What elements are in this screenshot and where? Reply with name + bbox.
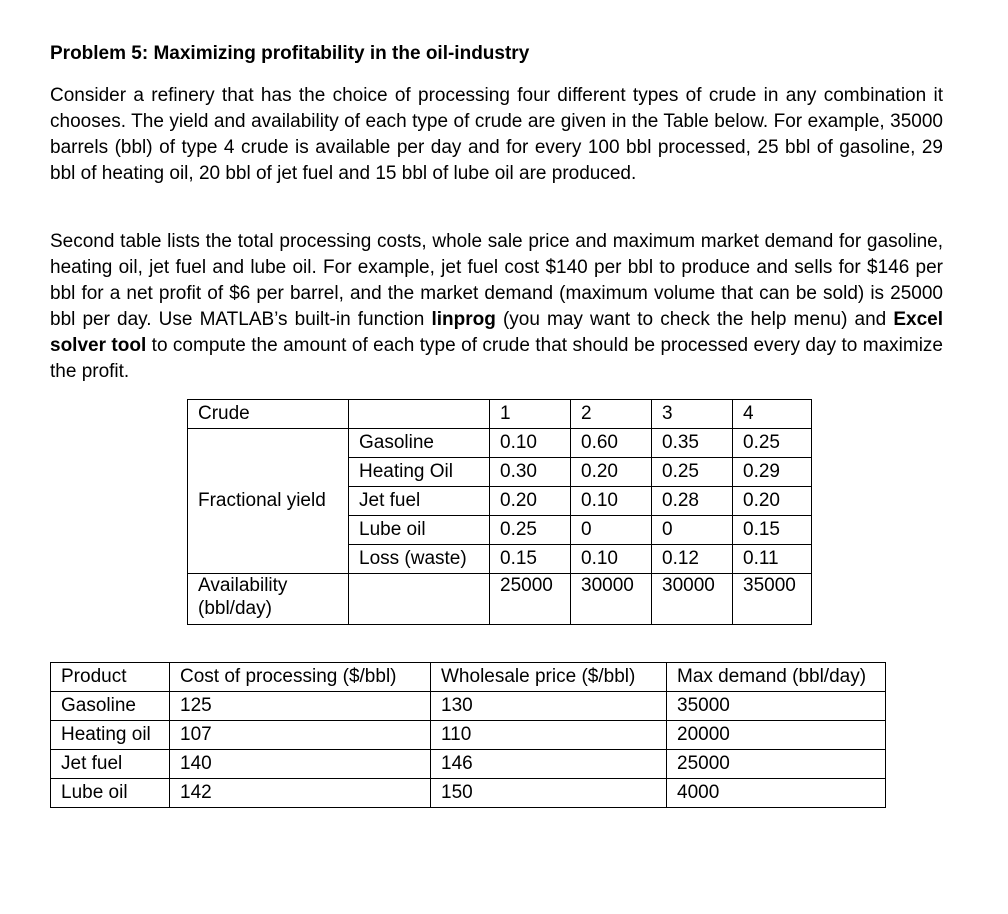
yield-cell: 0.20 <box>490 487 571 516</box>
table-row <box>51 692 886 721</box>
yield-cell: 0.10 <box>571 487 652 516</box>
yield-cell: 0 <box>571 516 652 545</box>
paragraph-intro: Consider a refinery that has the choice of processing four different types of crude in any combination it chooses. The yield and availability of each type of crude are given in the Table below. For example, 35000 barrels (bbl) of type 4 crude is available per day and for every 100 bbl processed, 25 bbl of gasoline, 29 bbl of heating oil, 20 bbl of jet fuel and 15 bbl of lube oil are produced. <box>50 85 943 184</box>
availability-label-line1: Availability <box>198 575 288 596</box>
product-economics-table <box>50 662 886 808</box>
product-name-cell: Gasoline <box>349 429 490 458</box>
price-cell: 130 <box>431 692 667 721</box>
paragraph-instructions-text-2: (you may want to check the help menu) and <box>495 309 894 330</box>
empty-cell <box>349 574 490 625</box>
yield-cell: 0.15 <box>733 516 812 545</box>
demand-cell: 35000 <box>667 692 886 721</box>
demand-cell: 4000 <box>667 779 886 808</box>
cost-cell: 107 <box>170 721 431 750</box>
problem-title: Problem 5: Maximizing profitability in the oil-industry <box>50 43 530 64</box>
table-row <box>51 750 886 779</box>
table-row <box>188 400 812 429</box>
product-name-cell: Loss (waste) <box>349 545 490 574</box>
yield-cell: 0.10 <box>490 429 571 458</box>
cost-cell: 140 <box>170 750 431 779</box>
yield-cell: 0.25 <box>652 458 733 487</box>
product-cell: Jet fuel <box>51 750 170 779</box>
yield-cell: 0.29 <box>733 458 812 487</box>
crude-type-cell: 4 <box>733 400 812 429</box>
yield-cell: 0.10 <box>571 545 652 574</box>
demand-cell: 20000 <box>667 721 886 750</box>
product-cell: Heating oil <box>51 721 170 750</box>
yield-cell: 0.11 <box>733 545 812 574</box>
cost-cell: 125 <box>170 692 431 721</box>
header-cost: Cost of processing ($/bbl) <box>170 663 431 692</box>
yield-cell: 0.25 <box>490 516 571 545</box>
yield-cell: 0.20 <box>733 487 812 516</box>
excel-solver-keyword: Excel solver tool <box>50 309 944 356</box>
yield-cell: 0.60 <box>571 429 652 458</box>
availability-cell: 35000 <box>733 574 812 625</box>
product-name-cell: Lube oil <box>349 516 490 545</box>
product-cell: Lube oil <box>51 779 170 808</box>
product-name-cell: Jet fuel <box>349 487 490 516</box>
price-cell: 146 <box>431 750 667 779</box>
availability-cell: 25000 <box>490 574 571 625</box>
yield-cell: 0.12 <box>652 545 733 574</box>
availability-label <box>188 574 349 625</box>
yield-cell: 0.25 <box>733 429 812 458</box>
paragraph-instructions-text-1: Second table lists the total processing costs, whole sale price and maximum market demand for gasoline, heating oil, jet fuel and lube oil. For example, jet fuel cost $140 per bbl to produce and sells for $146 per bbl for a net profit of $6 per barrel, and the market demand (maximum volume that can be sold) is 25000 bbl per day. Use MATLAB’s built-in function <box>50 231 943 330</box>
table-header-row <box>51 663 886 692</box>
availability-cell: 30000 <box>652 574 733 625</box>
cost-cell: 142 <box>170 779 431 808</box>
table-row <box>51 721 886 750</box>
demand-cell: 25000 <box>667 750 886 779</box>
yield-cell: 0.35 <box>652 429 733 458</box>
fractional-yield-label: Fractional yield <box>188 429 349 574</box>
paragraph-instructions-text-3: to compute the amount of each type of crude that should be processed every day to maximize the profit. <box>50 335 943 382</box>
crude-yield-table <box>187 399 812 625</box>
price-cell: 150 <box>431 779 667 808</box>
yield-cell: 0.20 <box>571 458 652 487</box>
yield-cell: 0 <box>652 516 733 545</box>
crude-type-cell: 3 <box>652 400 733 429</box>
header-product: Product <box>51 663 170 692</box>
header-demand: Max demand (bbl/day) <box>667 663 886 692</box>
table-row <box>188 574 812 625</box>
table-row <box>188 429 812 458</box>
empty-header-cell <box>349 400 490 429</box>
yield-cell: 0.15 <box>490 545 571 574</box>
crude-type-cell: 1 <box>490 400 571 429</box>
availability-label-line2: (bbl/day) <box>198 598 272 619</box>
linprog-keyword: linprog <box>431 309 496 330</box>
header-price: Wholesale price ($/bbl) <box>431 663 667 692</box>
crude-header-cell: Crude <box>188 400 349 429</box>
availability-cell: 30000 <box>571 574 652 625</box>
paragraph-instructions <box>50 229 943 385</box>
crude-type-cell: 2 <box>571 400 652 429</box>
product-cell: Gasoline <box>51 692 170 721</box>
price-cell: 110 <box>431 721 667 750</box>
yield-cell: 0.28 <box>652 487 733 516</box>
product-name-cell: Heating Oil <box>349 458 490 487</box>
yield-cell: 0.30 <box>490 458 571 487</box>
table-row <box>51 779 886 808</box>
